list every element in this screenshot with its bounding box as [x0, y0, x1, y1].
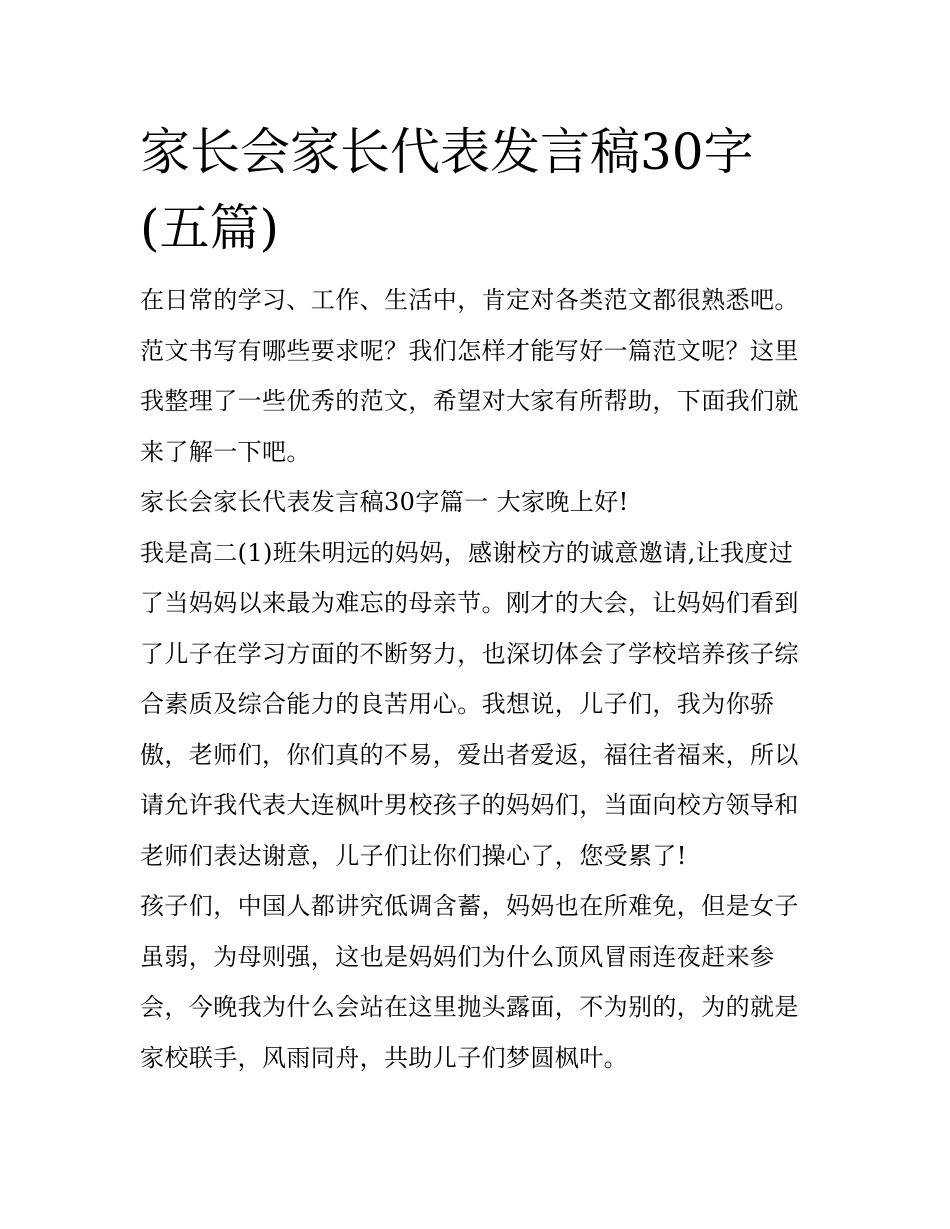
title-line-1: 家长会家长代表发言稿30字 — [140, 123, 754, 181]
body-line: 来了解一下吧。 — [140, 438, 311, 466]
body-line: 合素质及综合能力的良苦用心。我想说，儿子们，我为你骄 — [140, 690, 775, 718]
body-line: 虽弱，为母则强，这也是妈妈们为什么顶风冒雨连夜赶来参 — [140, 943, 775, 971]
body-line: 请允许我代表大连枫叶男校孩子的妈妈们，当面向校方领导和 — [140, 791, 799, 819]
body-line: 了当妈妈以来最为难忘的母亲节。刚才的大会，让妈妈们看到 — [140, 589, 799, 617]
document-title — [140, 114, 830, 266]
body-line: 会，今晚我为什么会站在这里抛头露面，不为别的，为的就是 — [140, 993, 799, 1021]
body-line: 了儿子在学习方面的不断努力，也深切体会了学校培养孩子综 — [140, 640, 799, 668]
body-line: 在日常的学习、工作、生活中，肯定对各类范文都很熟悉吧。 — [140, 286, 799, 314]
body-line: 家校联手，风雨同舟，共助儿子们梦圆枫叶。 — [140, 1044, 628, 1072]
title-line-2: (五篇) — [140, 199, 280, 257]
body-line: 家长会家长代表发言稿30字篇一 大家晚上好! — [140, 488, 629, 516]
body-line: 范文书写有哪些要求呢？我们怎样才能写好一篇范文呢？这里 — [140, 337, 799, 365]
body-line: 老师们表达谢意，儿子们让你们操心了，您受累了! — [140, 842, 687, 870]
body-line: 我是高二(1)班朱明远的妈妈，感谢校方的诚意邀请,让我度过 — [140, 539, 794, 567]
body-line: 傲，老师们，你们真的不易，爱出者爱返，福往者福来，所以 — [140, 741, 799, 769]
body-line: 孩子们，中国人都讲究低调含蓄，妈妈也在所难免，但是女子 — [140, 892, 799, 920]
body-line: 我整理了一些优秀的范文，希望对大家有所帮助，下面我们就 — [140, 387, 799, 415]
